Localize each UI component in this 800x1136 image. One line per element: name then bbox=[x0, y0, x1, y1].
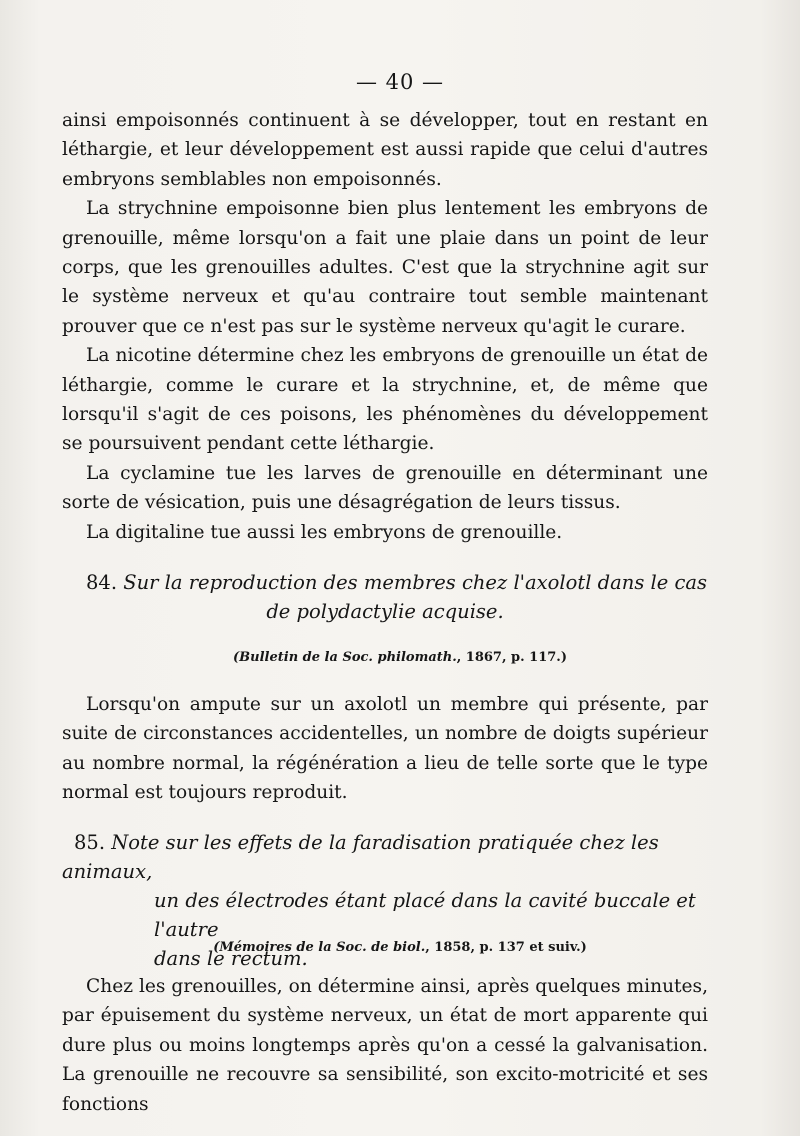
paragraph-digitaline: La digitaline tue aussi les embryons de grenouille. bbox=[86, 521, 563, 543]
paragraph-cyclamine: La cyclamine tue les larves de grenouille en déterminant une sorte de vésication, puis une désagrégation de leurs tissus. bbox=[62, 462, 708, 514]
section-85-citation-source: (Mémoires de la Soc. de biol. bbox=[213, 940, 426, 955]
section-84-citation-source: (Bulletin de la Soc. philomath. bbox=[233, 650, 457, 665]
section-85-title-line3: dans le rectum. bbox=[154, 947, 308, 970]
section-85-citation-detail: , 1858, p. 137 et suiv.) bbox=[425, 940, 587, 955]
section-84-title-line2: de polydactylie acquise. bbox=[266, 600, 504, 623]
section-84-heading bbox=[62, 568, 708, 626]
section-84-body bbox=[62, 690, 708, 808]
page-number: — 40 — bbox=[355, 70, 445, 94]
paragraph-continuation: ainsi empoisonnés continuent à se développer, tout en restant en léthargie, et leur développement est aussi rapide que celui d'autres embryons semblables non empoisonnés. bbox=[62, 110, 708, 190]
section-85-number: 85. bbox=[74, 831, 106, 854]
section-85-title-line2: un des électrodes étant placé dans la cavité buccale et l'autre bbox=[154, 889, 696, 941]
section-85-citation bbox=[0, 940, 800, 955]
paragraph-strychnine: La strychnine empoisonne bien plus lentement les embryons de grenouille, même lorsqu'on a fait une plaie dans un point de leur corps, que les grenouilles adultes. C'est que la strychnine agit sur le système nerveux et qu'au contraire tout semble maintenant prouver que ce n'est pas sur le système nerveux qu'agit le curare. bbox=[62, 198, 708, 337]
section-84-paragraph: Lorsqu'on ampute sur un axolotl un membre qui présente, par suite de circonstances accidentelles, un nombre de doigts supérieur au nombre normal, la régénération a lieu de telle sorte que le type normal est toujours reproduit. bbox=[62, 694, 708, 804]
section-84-title-line1: Sur la reproduction des membres chez l'axolotl dans le cas bbox=[123, 571, 708, 594]
section-85-paragraph: Chez les grenouilles, on détermine ainsi, après quelques minutes, par épuisement du système nerveux, un état de mort apparente qui dure plus ou moins longtemps après qu'on a cessé la galvanisation. La grenouille ne recouvre sa sensibilité, son excito-motricité et ses fonctions bbox=[62, 976, 708, 1115]
paragraph-nicotine: La nicotine détermine chez les embryons de grenouille un état de léthargie, comme le curare et la strychnine, et, de même que lorsqu'il s'agit de ces poisons, les phénomènes du développement se poursuivent pendant cette léthargie. bbox=[62, 345, 708, 455]
section-85-body bbox=[62, 972, 708, 1119]
intro-text bbox=[62, 106, 708, 547]
section-85-title-line1: Note sur les effets de la faradisation pratiquée chez les animaux, bbox=[62, 831, 659, 883]
section-84-citation bbox=[0, 650, 800, 665]
section-84-citation-detail: , 1867, p. 117.) bbox=[456, 650, 567, 665]
section-84-number: 84. bbox=[86, 571, 118, 594]
